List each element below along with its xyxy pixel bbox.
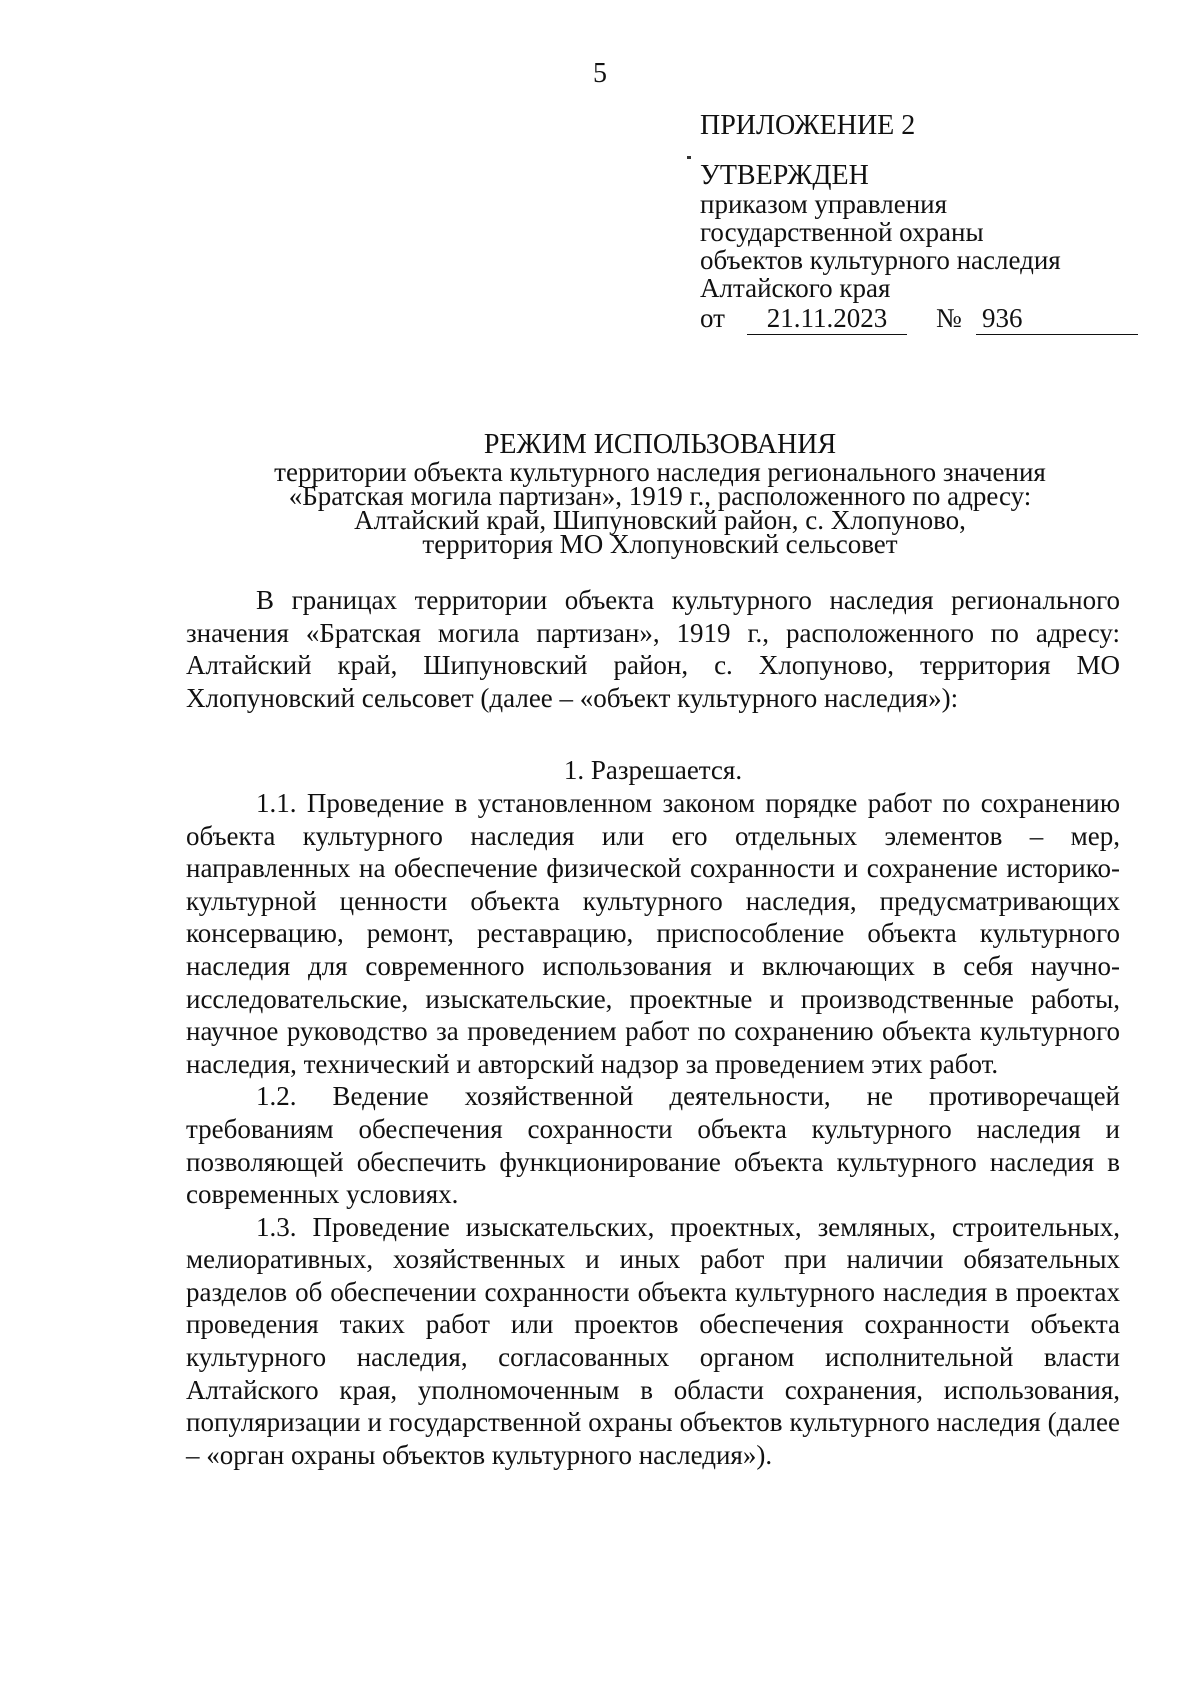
- approval-line: государственной охраны: [700, 217, 984, 247]
- order-number: 936: [976, 304, 1138, 335]
- number-label: №: [936, 303, 962, 333]
- intro-paragraph: В границах территории объекта культурного наследия регионального значения «Братская могила партизан», 1919 г., расположенного по адресу: Алтайский край, Шипуновский район, с. Хлопуново, территория МО Хлопуновский сельсовет (далее – «объект культурного наследия»):: [186, 585, 1120, 713]
- order-date-number-row: [700, 304, 1140, 340]
- approval-line: приказом управления: [700, 189, 948, 219]
- scan-mark: [687, 156, 691, 159]
- approved-label: УТВЕРЖДЕН: [700, 160, 869, 191]
- clause-1-1: 1.1. Проведение в установленном законом порядке работ по сохранению объекта культурного наследия или его отдельных элементов – мер, направленных на обеспечение физической сохранности и сохранение историко-культурной ценности объекта культурного наследия, предусматривающих консервацию, ремонт, реставрацию, приспособление объекта культурного наследия для современного использования и включающих в себя научно-исследовательские, изыскательские, проектные и производственные работы, научное руководство за проведением работ по сохранению объекта культурного наследия, технический и авторский надзор за проведением этих работ.: [186, 787, 1120, 1079]
- heading-line: территория МО Хлопуновский сельсовет: [422, 529, 898, 559]
- order-date: 21.11.2023: [747, 304, 907, 335]
- document-body: [186, 584, 1120, 1471]
- heading-line: Алтайский край, Шипуновский район, с. Хлопуново,: [354, 505, 966, 535]
- from-label: от: [700, 303, 725, 333]
- document-heading: [130, 429, 1190, 559]
- approval-line: объектов культурного наследия: [700, 245, 1061, 275]
- heading-line: территории объекта культурного наследия регионального значения: [274, 457, 1046, 487]
- approval-line: Алтайского края: [700, 273, 891, 303]
- annex-label: ПРИЛОЖЕНИЕ 2: [700, 110, 916, 141]
- page-number: 5: [593, 58, 607, 89]
- clause-1-2: 1.2. Ведение хозяйственной деятельности, не противоречащей требованиям обеспечения сохранности объекта культурного наследия и позволяющей обеспечить функционирование объекта культурного наследия в современных условиях.: [186, 1081, 1120, 1210]
- clause-1-3: 1.3. Проведение изыскательских, проектных, земляных, строительных, мелиоративных, хозяйственных и иных работ при наличии обязательных разделов об обеспечении сохранности объекта культурного наследия в проектах проведения таких работ или проектов обеспечения сохранности объекта культурного наследия, согласованных органом исполнительной власти Алтайского края, уполномоченным в области сохранения, использования, популяризации и государственной охраны объектов культурного наследия (далее – «орган охраны объектов культурного наследия»).: [186, 1211, 1120, 1470]
- section-heading: 1. Разрешается.: [563, 755, 743, 786]
- approval-block: [700, 112, 1140, 340]
- heading-line: «Братская могила партизан», 1919 г., расположенного по адресу:: [288, 481, 1032, 511]
- document-title: РЕЖИМ ИСПОЛЬЗОВАНИЯ: [483, 429, 837, 460]
